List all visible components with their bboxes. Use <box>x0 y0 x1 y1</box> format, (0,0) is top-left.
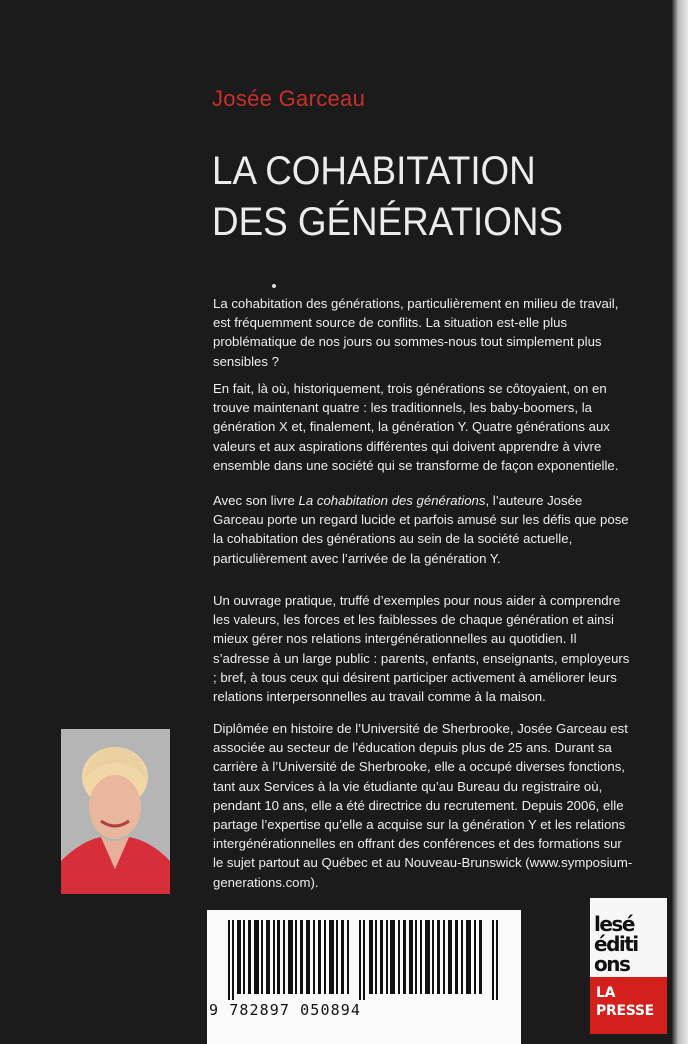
publisher-logo-line-1: lesé <box>594 912 634 936</box>
isbn-number: 9 782897 050894 <box>209 1001 361 1019</box>
author-name: Josée Garceau <box>212 86 366 111</box>
paragraph-practical: Un ouvrage pratique, truffé d’exemples pour nous aider à comprendre les valeurs, les forces et les faiblesses de chaque génération et ainsi mieux gérer nos relations intergénérationnelles au quotidien. Il s’adresse à un large public : parents, enfants, enseignants, employeurs ; bref, à tous ceux qui désirent participer activement à améliorer leurs relations interpersonnelles au travail comme à la maison. <box>213 593 630 705</box>
publisher-logo-line-3: ons <box>594 952 630 976</box>
paragraph-biography: Diplômée en histoire de l’Université de Sherbrooke, Josée Garceau est associée au secteur de l’éducation depuis plus de 25 ans. Durant sa carrière à l’Université de Sherbrooke, elle a occupé diverses fonctions, tant aux Services à la vie étudiante qu’au Bureau du registraire où, pendant 10 ans, elle a été directrice du recrutement. Depuis 2006, elle partage l’expertise qu’elle a acquise sur la génération Y et les relations intergénérationnelles en offrant des conférences et des formations sur le sujet partout au Québec et au Nouveau-Brunswick (www.symposium-generations.com). <box>213 721 633 890</box>
paragraph-intro: La cohabitation des générations, particulièrement en milieu de travail, est fréquemment source de conflits. La situation est-elle plus problématique de nos jours ou sommes-nous tout simplement plus sensibles ? <box>213 296 619 369</box>
publisher-brand-box <box>590 977 667 1034</box>
title-line-2: DES GÉNÉRATIONS <box>212 200 564 244</box>
author-photo <box>61 729 170 894</box>
paragraph-book-end: , l’auteure Josée Garceau porte un regard lucide et parfois amusé sur les défis que pose la cohabitation des générations au sein de la société actuelle, particulièrement avec l’arrivée de la génération Y. <box>213 493 629 566</box>
page-edge <box>672 0 688 1044</box>
decorative-dot <box>272 284 276 288</box>
publisher-brand-line-2: PRESSE <box>596 1003 654 1019</box>
author-portrait-image <box>61 729 170 894</box>
publisher-brand-line-1: LA <box>596 985 616 1001</box>
book-title <box>212 146 563 248</box>
publisher-logo-line-2: éditi <box>594 932 638 956</box>
barcode-image <box>228 920 500 1000</box>
paragraph-book <box>213 491 633 568</box>
book-title-italic: La cohabitation des générations <box>298 493 486 508</box>
title-line-1: LA COHABITATION <box>212 149 536 193</box>
paragraph-book-start: Avec son livre <box>213 493 299 508</box>
paragraph-generations: En fait, là où, historiquement, trois générations se côtoyaient, on en trouve maintenant quatre : les traditionnels, les baby-boomers, la génération X et, finalement, la génération Y. Quatre générations aux valeurs et aux aspirations différentes qui doivent apprendre à vivre ensemble dans une société qui se transforme de façon exponentielle. <box>213 381 619 473</box>
